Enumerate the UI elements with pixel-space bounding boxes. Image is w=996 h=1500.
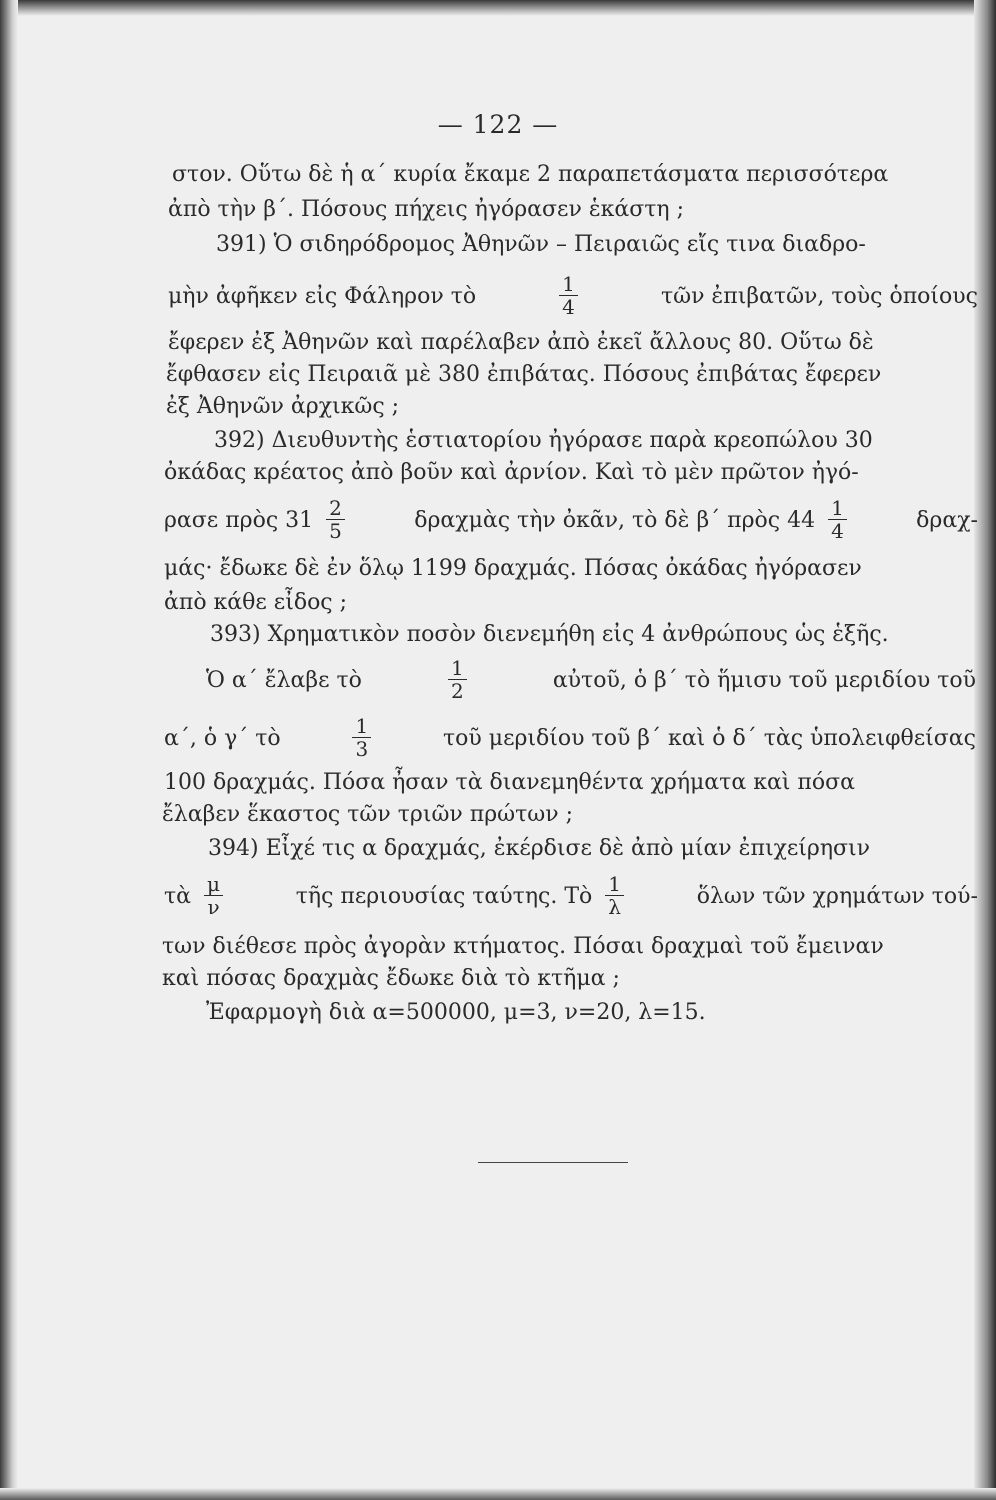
line-text: ἀπὸ κάθε εἶδος ; [164,590,348,615]
line-text: μὴν ἀφῆκεν εἰς Φάληρον τὸ [168,284,477,309]
page-number: — 122 — [437,110,559,139]
line-text-segment: τῆς περιουσίας ταύτης. Τὸ [295,884,593,909]
line-text: ἔφερεν ἐξ Ἀθηνῶν καὶ παρέλαβεν ἀπὸ ἐκεῖ ἄλλους 80. Οὕτω δὲ [168,330,874,355]
fraction-numerator: 1 [828,497,847,520]
section-end-rule [478,1162,628,1163]
fraction-numerator: 1 [559,273,578,296]
line-text: 393) Χρηματικὸν ποσὸν διενεμήθη εἰς 4 ἀνθρώπους ὡς ἑξῆς. [210,622,889,647]
line-text: Ὁ α΄ ἔλαβε τὸ [206,668,362,693]
line-text: 394) Εἶχέ τις α δραχμάς, ἐκέρδισε δὲ ἀπὸ μίαν ἐπιχείρησιν [208,836,871,861]
line-text: αὐτοῦ, ὁ β΄ τὸ ἥμισυ τοῦ μεριδίου τοῦ [552,668,976,693]
text-line [168,197,684,223]
fraction-numerator: 2 [326,497,345,520]
fraction-numerator: 1 [352,715,371,738]
text-line [164,770,976,796]
fraction [559,273,578,318]
line-text-segment: δραχμὰς τὴν ὀκᾶν, τὸ δὲ β΄ πρὸς 44 [414,508,816,533]
line-text: ἔφθασεν εἰς Πειραιᾶ μὲ 380 ἐπιβάτας. Πόσους ἐπιβάτας ἔφερεν [166,362,882,387]
line-text: μάς· ἔδωκε δὲ ἐν ὅλῳ 1199 δραχμάς. Πόσας ὀκάδας ἠγόρασεν [164,556,862,581]
line-text: καὶ πόσας δραχμὰς ἔδωκε διὰ τὸ κτῆμα ; [162,966,620,991]
text-line-with-fractions [164,496,978,546]
fraction-denominator: 4 [562,294,575,319]
fraction [605,873,624,918]
line-text: τῶν ἐπιβατῶν, τοὺς ὁποίους [660,284,978,309]
line-text: στον. Οὕτω δὲ ἡ α΄ κυρία ἔκαμε 2 παραπετάσματα περισσότερα [172,162,889,187]
problem-394-start [208,836,978,862]
line-text [164,495,349,544]
line-text: 392) Διευθυντὴς ἑστιατορίου ἠγόρασε παρὰ κρεοπώλου 30 [214,428,873,453]
fraction-numerator: 1 [605,873,624,896]
line-text: 100 δραχμάς. Πόσα ἦσαν τὰ διανεμηθέντα χρήματα καὶ πόσα [164,770,855,795]
line-text [414,495,851,544]
problem-392-start [214,428,976,454]
text-line-with-fraction [164,714,976,764]
fraction [352,715,371,760]
page-edge-left [0,0,18,1500]
text-line [162,802,573,828]
page-edge-right [974,0,996,1500]
line-text: α΄, ὁ γ΄ τὸ [164,726,281,751]
application-line [206,1000,706,1026]
fraction [448,657,467,702]
line-text [164,871,227,920]
text-line [172,162,972,188]
fraction-denominator: 2 [450,678,464,703]
text-line [164,590,347,616]
fraction-denominator: 3 [355,736,369,761]
text-line-with-fraction [168,272,978,322]
line-text [295,871,628,920]
fraction-denominator: λ [608,894,621,919]
fraction [204,873,223,918]
fraction-numerator: μ [204,873,223,896]
text-line [166,362,976,388]
text-line [168,330,976,356]
problem-393-start [210,622,976,648]
line-text: των διέθεσε πρὸς ἀγορὰν κτήματος. Πόσαι δραχμαὶ τοῦ ἔμειναν [162,934,884,959]
line-text-segment: τὰ [164,884,192,909]
line-text: ὀκάδας κρέατος ἀπὸ βοῦν καὶ ἀρνίον. Καὶ τὸ μὲν πρῶτον ἠγό- [164,460,859,485]
fraction-numerator: 1 [448,657,467,680]
line-text: ἀπὸ τὴν β΄. Πόσους πήχεις ἠγόρασεν ἑκάστη ; [168,197,685,222]
text-line-with-fraction [206,656,976,706]
fraction [326,497,345,542]
line-text: ἔλαβεν ἕκαστος τῶν τριῶν πρώτων ; [162,802,573,827]
text-line [164,556,976,582]
line-text: 391) Ὁ σιδηρόδρομος Ἀθηνῶν – Πειραιῶς εἴς τινα διαδρο- [216,232,866,257]
problem-391-start [216,232,976,258]
line-text: ὅλων τῶν χρημάτων τού- [696,884,978,909]
text-line [162,934,978,960]
line-text-segment: ρασε πρὸς 31 [164,508,314,533]
text-line [166,394,399,420]
text-line-with-fractions [164,870,978,924]
line-text: ἐξ Ἀθηνῶν ἀρχικῶς ; [166,394,400,419]
line-text: δραχ- [916,508,978,533]
text-line [164,460,976,486]
text-line [162,966,620,992]
page-edge-bottom [0,1488,996,1500]
line-text: τοῦ μεριδίου τοῦ β΄ καὶ ὁ δ΄ τὰς ὑπολειφθείσας [443,726,976,751]
fraction-denominator: 4 [831,518,844,543]
page-edge-top [0,0,996,16]
fraction-denominator: 5 [329,518,342,543]
fraction [828,497,847,542]
fraction-denominator: ν [207,894,220,919]
line-text: Ἐφαρμογὴ διὰ α=500000, μ=3, ν=20, λ=15. [206,1000,706,1025]
